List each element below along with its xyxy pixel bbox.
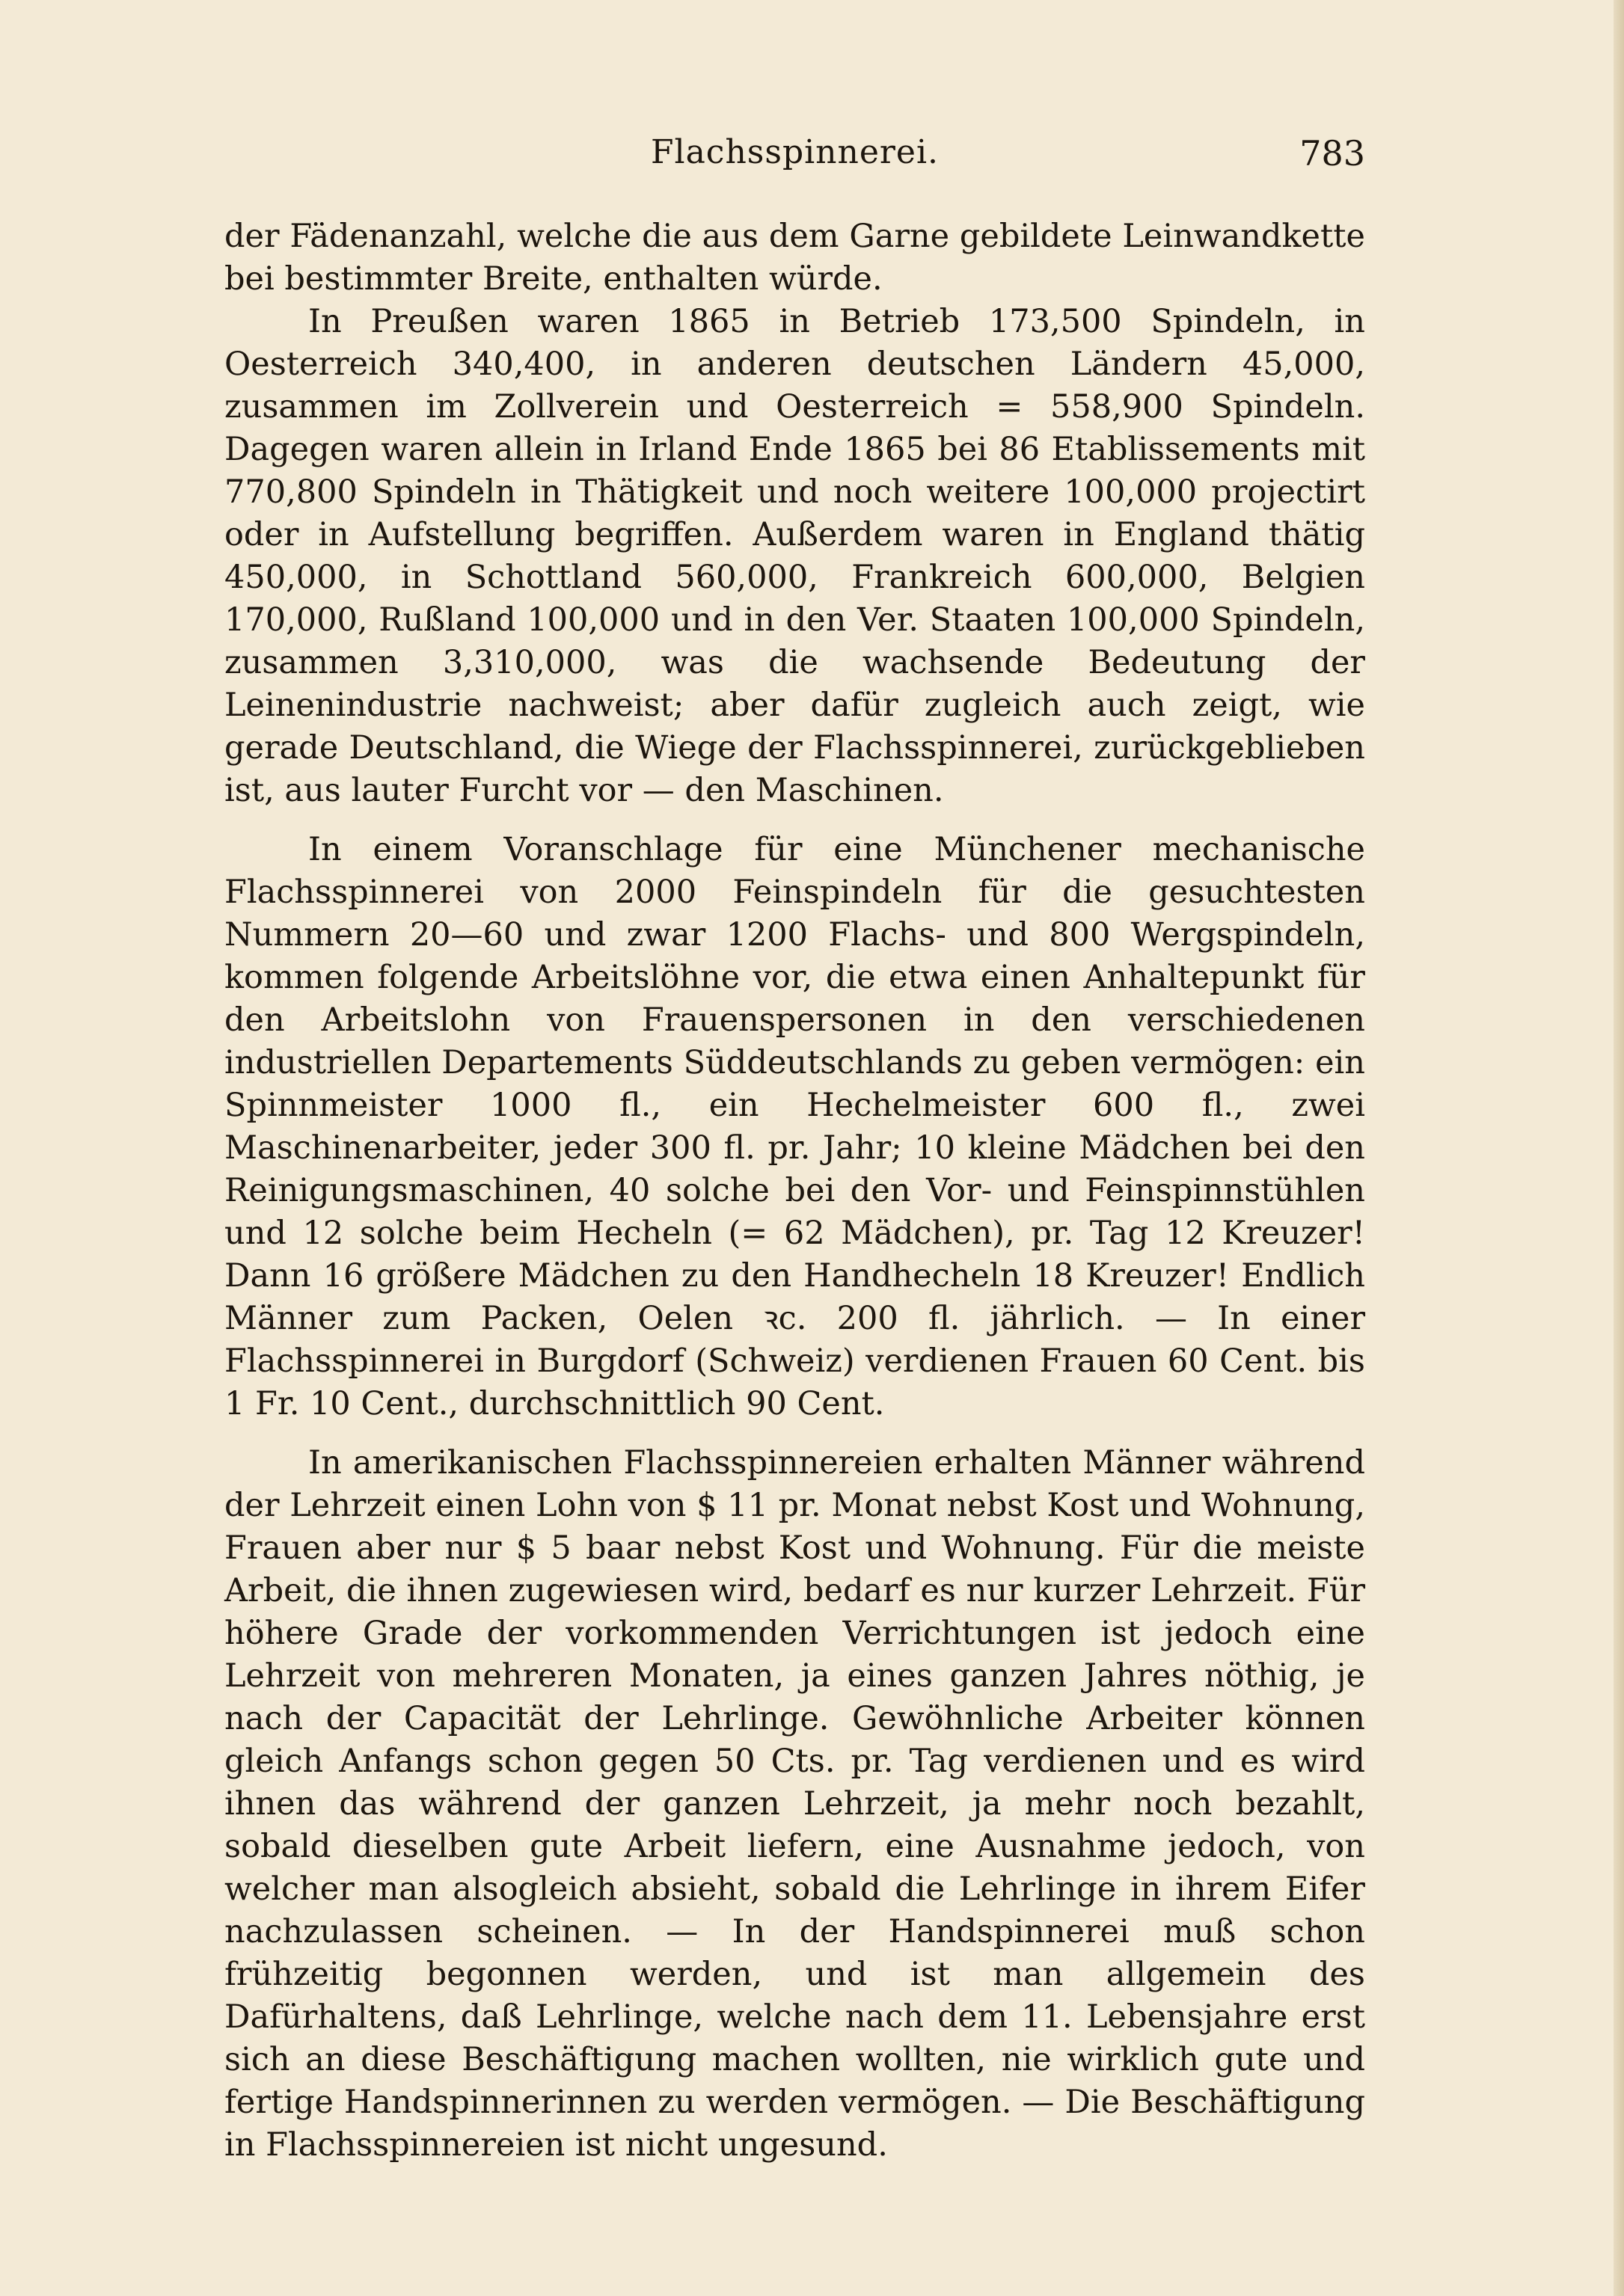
paragraph-continued: der Fädenanzahl, welche die aus dem Garne gebildete Leinwandkette bei bestimmter Breite, enthalten würde.	[224, 218, 1365, 298]
paragraph-munich-wages: In einem Voranschlage für eine Münchener mechanische Flachsspinnerei von 2000 Feinspindeln für die gesuchtesten Nummern 20—60 und zwar 1200 Flachs- und 800 Wergspindeln, kommen folgende Arbeitslöhne vor, die etwa einen Anhaltepunkt für den Arbeitslohn von Frauenspersonen in den verschiedenen industriellen Departements Süddeutschlands zu geben vermögen: ein Spinnmeister 1000 fl., ein Hechelmeister 600 fl., zwei Maschinenarbeiter, jeder 300 fl. pr. Jahr; 10 kleine Mädchen bei den Reinigungsmaschinen, 40 solche bei den Vor- und Feinspinnstühlen und 12 solche beim Hecheln (= 62 Mädchen), pr. Tag 12 Kreuzer! Dann 16 größere Mädchen zu den Handhecheln 18 Kreuzer! Endlich Männer zum Packen, Oelen ꝛc. 200 fl. jährlich. — In einer Flachsspinnerei in Burgdorf (Schweiz) verdienen Frauen 60 Cent. bis 1 Fr. 10 Cent., durchschnittlich 90 Cent.	[224, 831, 1365, 1422]
running-head	[224, 133, 1365, 185]
running-title: Flachsspinnerei.	[650, 133, 940, 171]
paragraph-american-mills: In amerikanischen Flachsspinnereien erhalten Männer während der Lehrzeit einen Lohn von $ 11 pr. Monat nebst Kost und Wohnung, Frauen aber nur $ 5 baar nebst Kost und Wohnung. Für die meiste Arbeit, die ihnen zugewiesen wird, bedarf es nur kurzer Lehrzeit. Für höhere Grade der vorkommenden Verrichtungen ist jedoch eine Lehrzeit von mehreren Monaten, ja eines ganzen Jahres nöthig, je nach der Capacität der Lehrlinge. Gewöhnliche Arbeiter können gleich Anfangs schon gegen 50 Cts. pr. Tag verdienen und es wird ihnen das während der ganzen Lehrzeit, ja mehr noch bezahlt, sobald dieselben gute Arbeit liefern, eine Ausnahme jedoch, von welcher man alsogleich absieht, sobald die Lehrlinge in ihrem Eifer nachzulassen scheinen. — In der Handspinnerei muß schon frühzeitig begonnen werden, und ist man allgemein des Dafürhaltens, daß Lehrlinge, welche nach dem 11. Lebensjahre erst sich an diese Beschäftigung machen wollten, nie wirklich gute und fertige Handspinnerinnen zu werden vermögen. — Die Beschäftigung in Flachsspinnereien ist nicht ungesund.	[224, 1444, 1365, 2164]
paragraph-spindle-statistics: In Preußen waren 1865 in Betrieb 173,500 Spindeln, in Oesterreich 340,400, in anderen deutschen Ländern 45,000, zusammen im Zollverein und Oesterreich = 558,900 Spindeln. Dagegen waren allein in Irland Ende 1865 bei 86 Etablissements mit 770,800 Spindeln in Thätigkeit und noch weitere 100,000 projectirt oder in Aufstellung begriffen. Außerdem waren in England thätig 450,000, in Schottland 560,000, Frankreich 600,000, Belgien 170,000, Rußland 100,000 und in den Ver. Staaten 100,000 Spindeln, zusammen 3,310,000, was die wachsende Bedeutung der Leinenindustrie nachweist; aber dafür zugleich auch zeigt, wie gerade Deutschland, die Wiege der Flachsspinnerei, zurückgeblieben ist, aus lauter Furcht vor — den Maschinen.	[224, 303, 1365, 809]
body-text	[224, 215, 1365, 2167]
page-edge	[1614, 0, 1624, 2296]
page-number: 783	[1299, 133, 1365, 174]
